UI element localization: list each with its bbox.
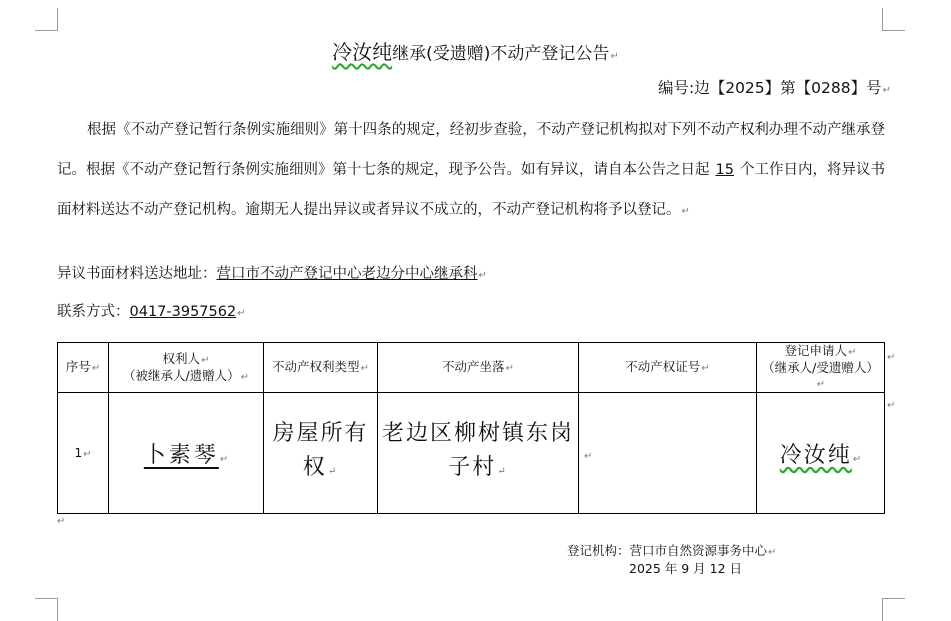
header-index: 序号↵ [58, 343, 109, 393]
contact-label: 联系方式： [57, 304, 130, 320]
empty-paragraph-mark-icon: ↵ [57, 516, 66, 527]
objection-address-line [57, 262, 487, 283]
paragraph-mark-icon: ↵ [478, 270, 487, 281]
address-value: 营口市不动产登记中心老边分中心继承科 [216, 266, 478, 282]
property-table [57, 342, 885, 514]
notice-date: 2025 年 9 月 12 日 [629, 561, 743, 576]
row-end-mark-icon: ↵ [887, 400, 896, 411]
address-label: 异议书面材料送达地址： [57, 266, 217, 282]
header-right-type: 不动产权利类型↵ [264, 343, 378, 393]
working-days: 15 [715, 162, 734, 178]
cell-location: 老边区柳树镇东岗子村↵ [378, 393, 579, 514]
header-applicant: 登记申请人↵ （继承人/受遗赠人）↵ [757, 343, 885, 393]
paragraph-mark-icon: ↵ [610, 51, 619, 62]
corner-mark-bottom-left [35, 598, 58, 621]
paragraph-mark-icon: ↵ [237, 308, 246, 319]
header-holder: 权利人↵ （被继承人/遗赠人）↵ [109, 343, 264, 393]
corner-mark-top-right [882, 8, 905, 31]
header-location: 不动产坐落↵ [378, 343, 579, 393]
row-end-mark-icon: ↵ [887, 352, 896, 363]
cell-applicant: 冷汝纯↵ [757, 393, 885, 514]
title-rest: 继承(受遗赠)不动产登记公告 [392, 44, 610, 64]
registration-org: 登记机构：营口市自然资源事务中心↵ [567, 543, 777, 558]
contact-line [57, 300, 246, 321]
cell-certificate: ↵ [579, 393, 757, 514]
paragraph-mark-icon: ↵ [882, 85, 891, 96]
title-name: 冷汝纯 [332, 40, 393, 64]
cell-index: 1↵ [58, 393, 109, 514]
document-number: 编号:边【2025】第【0288】号↵ [657, 79, 891, 97]
table-row [58, 393, 885, 514]
corner-mark-top-left [35, 8, 58, 31]
paragraph-mark-icon: ↵ [681, 206, 690, 217]
header-certificate: 不动产权证号↵ [579, 343, 757, 393]
cell-holder: 卜素琴↵ [109, 393, 264, 514]
corner-mark-bottom-right [882, 598, 905, 621]
table-header-row [58, 343, 885, 393]
document-title [0, 36, 951, 65]
notice-paragraph: 根据《不动产登记暂行条例实施细则》第十四条的规定，经初步查验，不动产登记机构拟对下列不动产权利办理不动产继承登记。根据《不动产登记暂行条例实施细则》第十七条的规定，现予公告。如有异议，请自本公告之日起 15 个工作日内，将异议书面材料送达不动产登记机构。逾期无人提出异议或者异议不成立的，不动产登记机构将予以登记。↵ [57, 122, 886, 218]
cell-right-type: 房屋所有权↵ [264, 393, 378, 514]
phone-number: 0417-3957562 [129, 304, 237, 320]
